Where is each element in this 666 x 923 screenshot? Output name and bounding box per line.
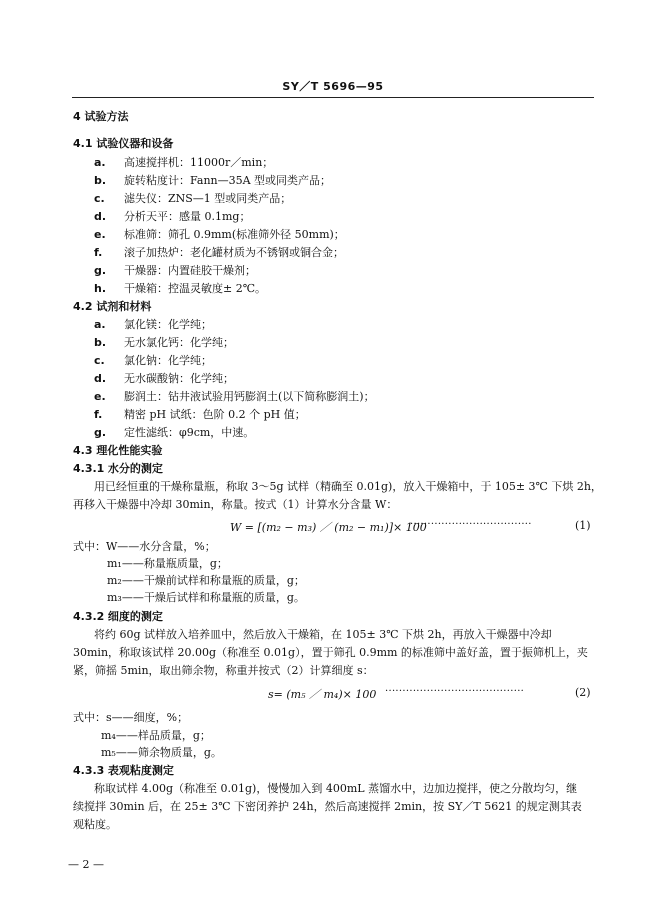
- where-line: m₃——干燥后试样和称量瓶的质量，g。: [107, 591, 305, 604]
- section-4-2-title: 4.2 试剂和材料: [73, 300, 152, 313]
- section-4-3-3-title: 4.3.3 表观粘度测定: [73, 764, 174, 777]
- paragraph-line: 30min，称取该试样 20.00g（称准至 0.01g），置于筛孔 0.9mm 的标准筛中盖好盖，置于振筛机上，夹: [73, 646, 588, 659]
- section-4-3-title: 4.3 理化性能实验: [73, 444, 163, 457]
- section-4-3-2-title: 4.3.2 细度的测定: [73, 610, 163, 623]
- formula-2: s= (m₅ ／ m₄)× 100: [268, 688, 377, 701]
- where-line: 式中：s——细度，%；: [73, 711, 189, 724]
- list-item: c. 滤失仪：ZNS—1 型或同类产品；: [94, 192, 292, 205]
- equation-number: (1): [575, 519, 591, 532]
- list-item: d. 分析天平：感量 0.1mg；: [94, 210, 251, 223]
- list-item: e. 标准筛：筛孔 0.9mm(标准筛外径 50mm)；: [94, 228, 345, 241]
- leader-dots: ···································: [410, 519, 532, 530]
- paragraph-line: 称取试样 4.00g（称准至 0.01g)，慢慢加入到 400mL 蒸馏水中，边加边搅拌，使之分散均匀，继: [94, 782, 578, 795]
- section-4-1-title: 4.1 试验仪器和设备: [73, 137, 174, 150]
- list-item: d. 无水碳酸钠：化学纯；: [94, 372, 234, 385]
- paragraph-line: 用已经恒重的干燥称量瓶，称取 3～5g 试样（精确至 0.01g)，放入干燥箱中，于 105± 3℃ 下烘 2h，: [94, 480, 602, 493]
- where-line: m₁——称量瓶质量，g；: [107, 557, 228, 570]
- page-header: SY／T 5696—95: [282, 80, 384, 93]
- section-4-3-1-title: 4.3.1 水分的测定: [73, 462, 163, 475]
- list-item: e. 膨润土：钻井液试验用钙膨润土(以下简称膨润土)；: [94, 390, 375, 403]
- list-item: a. 氯化镁：化学纯；: [94, 318, 212, 331]
- paragraph-line: 观粘度。: [73, 818, 117, 831]
- paragraph-line: 将约 60g 试样放入培养皿中，然后放入干燥箱，在 105± 3℃ 下烘 2h，再放入干燥器中冷却: [94, 628, 552, 641]
- list-item: f. 精密 pH 试纸：色阶 0.2 个 pH 值；: [94, 408, 306, 421]
- where-line: m₅——筛余物质量，g。: [101, 746, 222, 759]
- list-item: g. 定性滤纸：φ9cm，中速。: [94, 426, 255, 439]
- leader-dots: ········································: [385, 686, 525, 697]
- header-rule: [72, 97, 594, 98]
- list-item: h. 干燥箱：控温灵敏度± 2℃。: [94, 282, 267, 295]
- list-item: g. 干燥器：内置硅胶干燥剂；: [94, 264, 256, 277]
- paragraph-line: 再移入干燥器中冷却 30min，称量。按式（1）计算水分含量 W：: [73, 498, 398, 511]
- list-item: f. 滚子加热炉：老化罐材质为不锈钢或铜合金；: [94, 246, 344, 259]
- list-item: a. 高速搅拌机：11000r／min；: [94, 156, 274, 169]
- list-item: c. 氯化钠：化学纯；: [94, 354, 212, 367]
- section-4-title: 4 试验方法: [73, 110, 129, 123]
- paragraph-line: 紧，筛摇 5min，取出筛余物，称重并按式（2）计算细度 s：: [73, 664, 374, 677]
- equation-number: (2): [575, 686, 591, 699]
- where-line: m₄——样品质量，g；: [101, 729, 211, 742]
- paragraph-line: 续搅拌 30min 后，在 25± 3℃ 下密闭养护 24h，然后高速搅拌 2min，按 SY／T 5621 的规定测其表: [73, 800, 582, 813]
- list-item: b. 无水氯化钙：化学纯；: [94, 336, 234, 349]
- where-line: m₂——干燥前试样和称量瓶的质量，g；: [107, 574, 305, 587]
- page-number: — 2 —: [68, 858, 104, 871]
- list-item: b. 旋转粘度计：Fann—35A 型或同类产品；: [94, 174, 332, 187]
- formula-1: W = [(m₂ − m₃) ／ (m₂ − m₁)]× 100: [230, 521, 427, 534]
- where-line: 式中：W——水分含量，%；: [73, 540, 216, 553]
